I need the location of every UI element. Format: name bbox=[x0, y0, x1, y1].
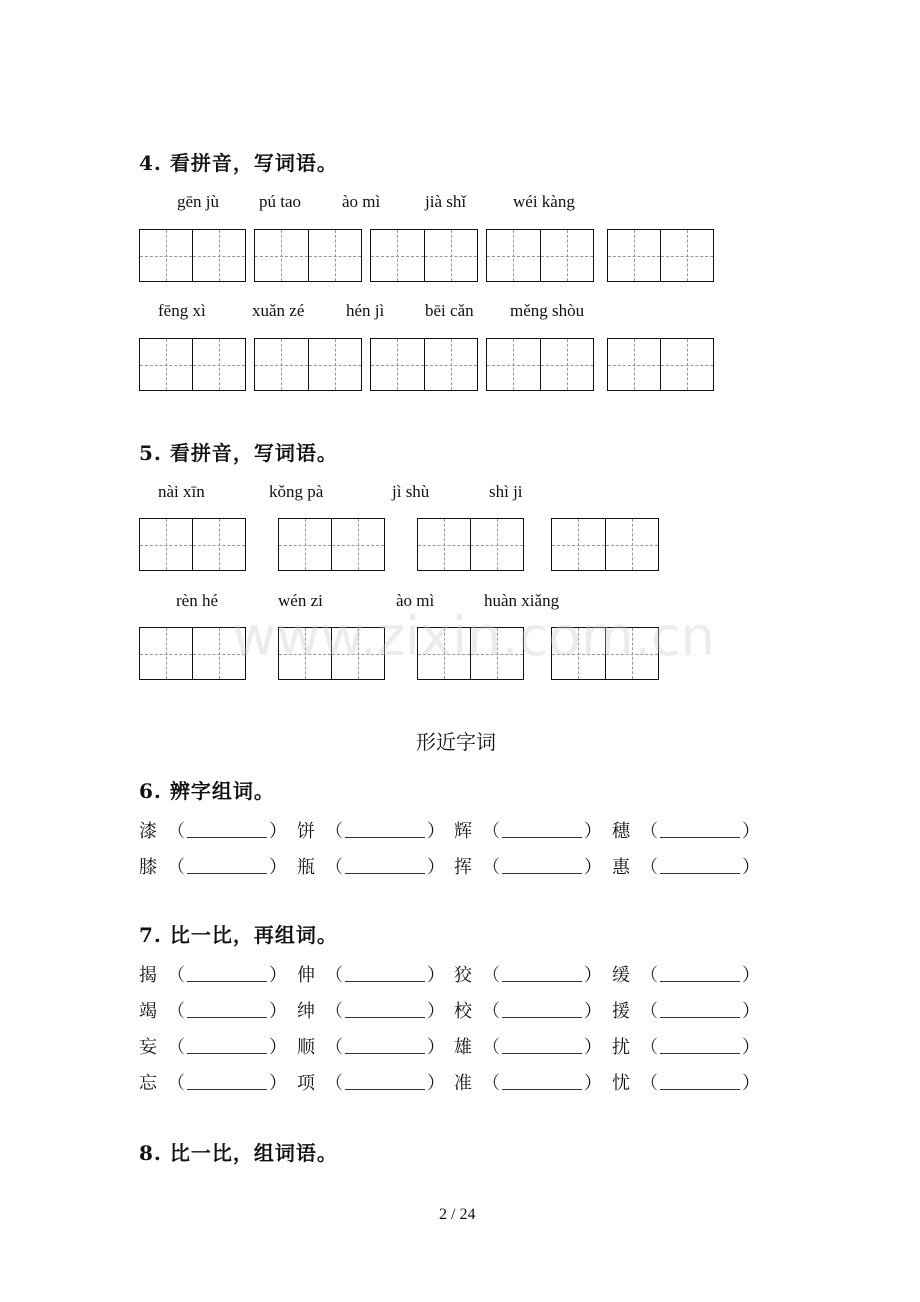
word-blank-item bbox=[139, 961, 287, 987]
close-paren: ） bbox=[269, 857, 287, 878]
writing-grid[interactable] bbox=[607, 338, 714, 391]
q6-title: 6. 辨字组词。 bbox=[139, 779, 275, 803]
character: 忘 bbox=[139, 1073, 157, 1094]
word-blank-item bbox=[297, 1033, 445, 1059]
word-blank-item bbox=[454, 1069, 602, 1095]
answer-blank[interactable] bbox=[660, 1075, 740, 1090]
close-paren: ） bbox=[427, 965, 445, 986]
open-paren: （ bbox=[325, 1073, 343, 1094]
word-blank-item bbox=[139, 1069, 287, 1095]
writing-grid[interactable] bbox=[370, 338, 478, 391]
open-paren: （ bbox=[482, 857, 500, 878]
answer-blank[interactable] bbox=[660, 1039, 740, 1054]
q4-pinyin: jià shǐ bbox=[425, 192, 467, 211]
word-blank-item bbox=[612, 1033, 760, 1059]
writing-grid[interactable] bbox=[139, 229, 246, 282]
q5-pinyin: jì shù bbox=[392, 482, 430, 501]
writing-grid[interactable] bbox=[486, 338, 594, 391]
character: 竭 bbox=[139, 1001, 157, 1022]
writing-grid[interactable] bbox=[254, 338, 362, 391]
q5-pinyin: rèn hé bbox=[176, 591, 219, 610]
character: 顺 bbox=[297, 1037, 315, 1058]
word-blank-item bbox=[612, 1069, 760, 1095]
close-paren: ） bbox=[269, 1073, 287, 1094]
answer-blank[interactable] bbox=[345, 859, 425, 874]
writing-grid[interactable] bbox=[417, 518, 524, 571]
answer-blank[interactable] bbox=[187, 1003, 267, 1018]
word-blank-item bbox=[139, 853, 287, 879]
watermark: www.zixin.com.cn bbox=[232, 605, 715, 668]
close-paren: ） bbox=[584, 821, 602, 842]
q5-pinyin: nài xīn bbox=[158, 482, 205, 501]
character: 膝 bbox=[139, 857, 157, 878]
character: 项 bbox=[297, 1073, 315, 1094]
close-paren: ） bbox=[269, 1037, 287, 1058]
q4-title: 4. 看拼音，写词语。 bbox=[139, 151, 338, 175]
word-blank-item bbox=[297, 961, 445, 987]
answer-blank[interactable] bbox=[660, 823, 740, 838]
open-paren: （ bbox=[325, 1037, 343, 1058]
q4-pinyin: gēn jù bbox=[177, 192, 220, 211]
close-paren: ） bbox=[269, 821, 287, 842]
writing-grid[interactable] bbox=[139, 338, 246, 391]
answer-blank[interactable] bbox=[345, 1003, 425, 1018]
character: 漆 bbox=[139, 821, 157, 842]
open-paren: （ bbox=[325, 1001, 343, 1022]
character: 缓 bbox=[612, 965, 630, 986]
q5-pinyin: huàn xiǎng bbox=[484, 591, 560, 610]
writing-grid[interactable] bbox=[139, 627, 246, 680]
open-paren: （ bbox=[640, 1073, 658, 1094]
character: 准 bbox=[454, 1073, 472, 1094]
character: 雄 bbox=[454, 1037, 472, 1058]
open-paren: （ bbox=[482, 821, 500, 842]
open-paren: （ bbox=[325, 965, 343, 986]
word-blank-item bbox=[454, 817, 602, 843]
answer-blank[interactable] bbox=[345, 1039, 425, 1054]
open-paren: （ bbox=[167, 965, 185, 986]
q5-title: 5. 看拼音，写词语。 bbox=[139, 441, 338, 465]
q5-pinyin: wén zi bbox=[278, 591, 323, 610]
close-paren: ） bbox=[427, 1001, 445, 1022]
answer-blank[interactable] bbox=[345, 967, 425, 982]
q4-pinyin: ào mì bbox=[342, 192, 381, 211]
character: 挥 bbox=[454, 857, 472, 878]
open-paren: （ bbox=[325, 821, 343, 842]
writing-grid[interactable] bbox=[486, 229, 594, 282]
open-paren: （ bbox=[640, 965, 658, 986]
q4-pinyin: pú tao bbox=[259, 192, 302, 211]
word-blank-item bbox=[297, 997, 445, 1023]
q4-pinyin: bēi cǎn bbox=[425, 301, 474, 320]
character: 援 bbox=[612, 1001, 630, 1022]
answer-blank[interactable] bbox=[660, 859, 740, 874]
answer-blank[interactable] bbox=[345, 823, 425, 838]
character: 扰 bbox=[612, 1037, 630, 1058]
character: 狡 bbox=[454, 965, 472, 986]
word-blank-item bbox=[612, 817, 760, 843]
character: 绅 bbox=[297, 1001, 315, 1022]
close-paren: ） bbox=[742, 1073, 760, 1094]
open-paren: （ bbox=[167, 857, 185, 878]
q5-pinyin: ào mì bbox=[396, 591, 435, 610]
word-blank-item bbox=[297, 1069, 445, 1095]
answer-blank[interactable] bbox=[345, 1075, 425, 1090]
open-paren: （ bbox=[482, 1001, 500, 1022]
word-blank-item bbox=[612, 853, 760, 879]
word-blank-item bbox=[612, 997, 760, 1023]
close-paren: ） bbox=[427, 1037, 445, 1058]
answer-blank[interactable] bbox=[660, 967, 740, 982]
open-paren: （ bbox=[167, 1073, 185, 1094]
q5-pinyin: shì ji bbox=[489, 482, 523, 501]
open-paren: （ bbox=[640, 1037, 658, 1058]
character: 伸 bbox=[297, 965, 315, 986]
answer-blank[interactable] bbox=[187, 823, 267, 838]
close-paren: ） bbox=[427, 1073, 445, 1094]
q4-pinyin: wéi kàng bbox=[513, 192, 575, 211]
q4-pinyin: hén jì bbox=[346, 301, 385, 320]
open-paren: （ bbox=[482, 965, 500, 986]
answer-blank[interactable] bbox=[502, 967, 582, 982]
character: 辉 bbox=[454, 821, 472, 842]
open-paren: （ bbox=[640, 857, 658, 878]
answer-blank[interactable] bbox=[187, 967, 267, 982]
character: 揭 bbox=[139, 965, 157, 986]
close-paren: ） bbox=[584, 857, 602, 878]
section-title: 形近字词 bbox=[416, 730, 496, 754]
open-paren: （ bbox=[640, 1001, 658, 1022]
writing-grid[interactable] bbox=[254, 229, 362, 282]
word-blank-item bbox=[139, 1033, 287, 1059]
writing-grid[interactable] bbox=[551, 518, 659, 571]
open-paren: （ bbox=[167, 821, 185, 842]
close-paren: ） bbox=[584, 965, 602, 986]
open-paren: （ bbox=[640, 821, 658, 842]
close-paren: ） bbox=[269, 1001, 287, 1022]
writing-grid[interactable] bbox=[139, 518, 246, 571]
q5-pinyin: kǒng pà bbox=[269, 482, 324, 501]
open-paren: （ bbox=[482, 1037, 500, 1058]
word-blank-item bbox=[454, 997, 602, 1023]
writing-grid[interactable] bbox=[278, 518, 385, 571]
character: 瓶 bbox=[297, 857, 315, 878]
answer-blank[interactable] bbox=[502, 1039, 582, 1054]
close-paren: ） bbox=[742, 821, 760, 842]
answer-blank[interactable] bbox=[187, 1039, 267, 1054]
word-blank-item bbox=[139, 817, 287, 843]
q4-pinyin: měng shòu bbox=[510, 301, 585, 320]
close-paren: ） bbox=[584, 1073, 602, 1094]
close-paren: ） bbox=[427, 821, 445, 842]
word-blank-item bbox=[612, 961, 760, 987]
character: 惠 bbox=[612, 857, 630, 878]
answer-blank[interactable] bbox=[502, 823, 582, 838]
character: 忧 bbox=[612, 1073, 630, 1094]
q7-title: 7. 比一比，再组词。 bbox=[139, 923, 338, 947]
close-paren: ） bbox=[584, 1037, 602, 1058]
writing-grid[interactable] bbox=[607, 229, 714, 282]
answer-blank[interactable] bbox=[502, 1003, 582, 1018]
word-blank-item bbox=[297, 817, 445, 843]
character: 穗 bbox=[612, 821, 630, 842]
character: 校 bbox=[454, 1001, 472, 1022]
answer-blank[interactable] bbox=[187, 859, 267, 874]
q4-pinyin: fēng xì bbox=[158, 301, 206, 320]
answer-blank[interactable] bbox=[660, 1003, 740, 1018]
close-paren: ） bbox=[584, 1001, 602, 1022]
word-blank-item bbox=[454, 961, 602, 987]
close-paren: ） bbox=[742, 1001, 760, 1022]
close-paren: ） bbox=[742, 1037, 760, 1058]
answer-blank[interactable] bbox=[187, 1075, 267, 1090]
open-paren: （ bbox=[167, 1001, 185, 1022]
word-blank-item bbox=[297, 853, 445, 879]
page-number: 2 / 24 bbox=[439, 1206, 476, 1223]
word-blank-item bbox=[454, 1033, 602, 1059]
answer-blank[interactable] bbox=[502, 1075, 582, 1090]
close-paren: ） bbox=[742, 965, 760, 986]
q4-pinyin: xuǎn zé bbox=[252, 301, 305, 320]
q8-title: 8. 比一比，组词语。 bbox=[139, 1141, 338, 1165]
word-blank-item bbox=[139, 997, 287, 1023]
close-paren: ） bbox=[427, 857, 445, 878]
close-paren: ） bbox=[742, 857, 760, 878]
open-paren: （ bbox=[482, 1073, 500, 1094]
character: 饼 bbox=[297, 821, 315, 842]
writing-grid[interactable] bbox=[370, 229, 478, 282]
word-blank-item bbox=[454, 853, 602, 879]
open-paren: （ bbox=[167, 1037, 185, 1058]
close-paren: ） bbox=[269, 965, 287, 986]
answer-blank[interactable] bbox=[502, 859, 582, 874]
character: 妄 bbox=[139, 1037, 157, 1058]
open-paren: （ bbox=[325, 857, 343, 878]
